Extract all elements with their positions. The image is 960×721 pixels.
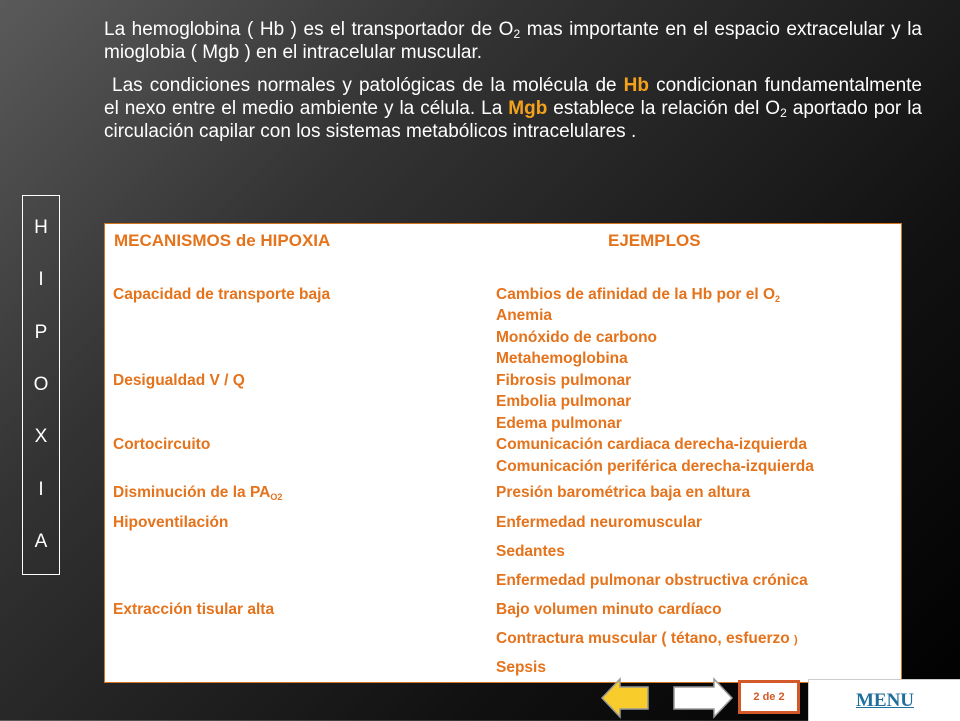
menu-button[interactable] bbox=[808, 679, 960, 721]
example-cell: Comunicación cardiaca derecha-izquierda bbox=[496, 436, 807, 453]
example-cell: Cambios de afinidad de la Hb por el O2 bbox=[496, 286, 781, 304]
vertical-letter: I bbox=[38, 269, 44, 291]
mechanism-cell: Capacidad de transporte baja bbox=[113, 286, 331, 303]
example-cell: Comunicación periférica derecha-izquierda bbox=[496, 458, 814, 475]
mechanism-cell: Desigualdad V / Q bbox=[113, 372, 245, 389]
example-cell: Anemia bbox=[496, 307, 552, 324]
mechanism-cell: Extracción tisular alta bbox=[113, 601, 275, 618]
example-cell: Enfermedad pulmonar obstructiva crónica bbox=[496, 572, 808, 589]
hb-highlight: Hb bbox=[623, 75, 649, 96]
next-arrow-button[interactable] bbox=[672, 677, 734, 719]
table-header-mechanisms: MECANISMOS de HIPOXIA bbox=[114, 231, 331, 250]
example-cell: Embolia pulmonar bbox=[496, 393, 632, 410]
vertical-letter: I bbox=[38, 478, 44, 500]
hypoxia-mechanisms-table bbox=[104, 223, 902, 683]
example-cell: Presión barométrica baja en altura bbox=[496, 484, 751, 501]
menu-link[interactable]: MENU bbox=[855, 689, 915, 711]
example-cell: Contractura muscular ( tétano, esfuerzo ) bbox=[496, 630, 798, 647]
table-header-examples: EJEMPLOS bbox=[608, 231, 701, 250]
example-cell: Edema pulmonar bbox=[496, 415, 622, 432]
mechanism-cell: Hipoventilación bbox=[113, 514, 229, 531]
vertical-letter: X bbox=[34, 426, 48, 448]
vertical-title-hipoxia bbox=[22, 195, 60, 575]
previous-arrow-button[interactable] bbox=[600, 677, 650, 719]
vertical-letter: A bbox=[34, 530, 48, 552]
intro-paragraph-1: La hemoglobina ( Hb ) es el transportador de $O_2$ mas importante en el espacio extracelular y la mioglobia ( Mgb ) en el intracelular muscular. bbox=[104, 19, 922, 63]
mgb-highlight: Mgb bbox=[508, 98, 548, 119]
mechanism-cell: Cortocircuito bbox=[113, 436, 211, 453]
example-cell: Sepsis bbox=[496, 659, 546, 676]
example-cell: Sedantes bbox=[496, 543, 565, 560]
page-indicator: 2 de 2 bbox=[738, 680, 800, 714]
mechanism-cell: Disminución de la PAO2 bbox=[113, 484, 283, 502]
intro-text bbox=[104, 18, 922, 143]
intro-paragraph-2: Las condiciones normales y patológicas de la molécula de Hb condicionan fundamentalmente el nexo entre el medio ambiente y la célula. La Mgb establece la relación del $O_2$ aportado por la circulación capilar con los sistemas metabólicos intracelulares . bbox=[104, 75, 922, 142]
example-cell: Metahemoglobina bbox=[496, 350, 628, 367]
vertical-letter: H bbox=[34, 217, 48, 239]
example-cell: Fibrosis pulmonar bbox=[496, 372, 632, 389]
vertical-letter: O bbox=[33, 373, 49, 395]
example-cell: Enfermedad neuromuscular bbox=[496, 514, 702, 531]
vertical-letter: P bbox=[34, 321, 48, 343]
example-cell: Bajo volumen minuto cardíaco bbox=[496, 601, 722, 618]
example-cell: Monóxido de carbono bbox=[496, 329, 658, 346]
